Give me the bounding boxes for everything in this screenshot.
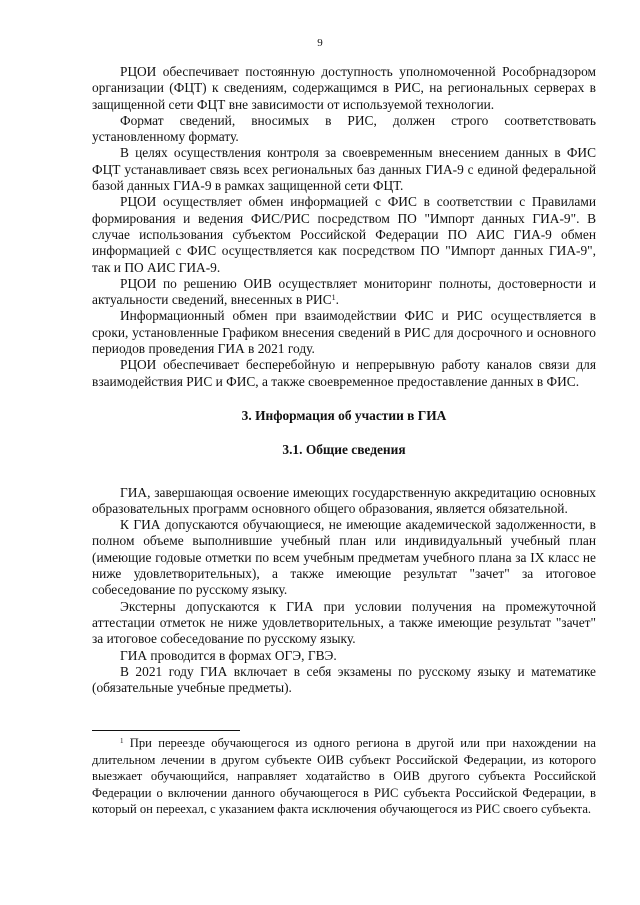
section-heading: 3. Информация об участии в ГИА	[241, 407, 447, 423]
paragraph: К ГИА допускаются обучающиеся, не имеющие академической задолженности, в полном объеме выполнившие учебный план или индивидуальный учебный план (имеющие годовые отметки по всем учебным предметам учебного плана за IX класс не ниже удовлетворительных), а также имеющие результат "зачет" за итоговое собеседование по русскому языку.	[92, 517, 596, 598]
footnote-marker: 1	[120, 737, 124, 745]
footnote-separator	[92, 730, 240, 731]
paragraph: РЦОИ осуществляет обмен информацией с ФИС в соответствии с Правилами формирования и ведения ФИС/РИС посредством ПО "Импорт данных ГИА-9". В случае использования субъектом Российской Федерации ПО АИС ГИА-9 обмен информацией с ФИС осуществляется как посредством ПО "Импорт данных ГИА-9", так и ПО АИС ГИА-9.	[92, 194, 596, 275]
paragraph: Экстерны допускаются к ГИА при условии получения на промежуточной аттестации отметок не ниже удовлетворительных, а также имеющие результат "зачет" за итоговое собеседование по русскому языку.	[92, 598, 596, 647]
footnote-text: При переезде обучающегося из одного региона в другой или при нахождении на длительном лечении в другом субъекте ОИВ субъект Российской Федерации, из которого выезжает обучающийся, направляет ходатайство в ОИВ другого субъекта Российской Федерации о включении данного обучающегося в РИС субъекта Российской Федерации, в который он переехал, с указанием факта исключения обучающегося из РИС своего субъекта.	[92, 736, 596, 816]
spacer	[92, 390, 596, 408]
paragraph: Формат сведений, вносимых в РИС, должен строго соответствовать установленному формату.	[92, 112, 596, 145]
paragraph: В целях осуществления контроля за своевременным внесением данных в ФИС ФЦТ устанавливает связь всех региональных баз данных ГИА-9 с единой федеральной базой данных ГИА-9 в рамках защищенной сети ФЦТ.	[92, 145, 596, 194]
paragraph: РЦОИ обеспечивает постоянную доступность уполномоченной Рособрнадзором организации (ФЦТ) к сведениям, содержащимся в РИС, на региональных серверах в защищенной сети ФЦТ вне зависимости от используемой технологии.	[92, 64, 596, 112]
paragraph: РЦОИ обеспечивает бесперебойную и непрерывную работу каналов связи для взаимодействия РИС и ФИС, а также своевременное предоставление данных в ФИС.	[92, 357, 596, 389]
page-number: 9	[317, 37, 323, 49]
document-body	[92, 64, 596, 696]
paragraph-monitoring	[92, 276, 596, 309]
paragraph: Информационный обмен при взаимодействии ФИС и РИС осуществляется в сроки, установленные Графиком внесения сведений в РИС для досрочного и основного периодов проведения ГИА в 2021 году.	[92, 308, 596, 357]
paragraph-end: .	[335, 292, 339, 308]
paragraph: ГИА проводится в формах ОГЭ, ГВЭ.	[120, 647, 337, 663]
paragraph: ГИА, завершающая освоение имеющих государственную аккредитацию основных образовательных программ основного общего образования, является обязательной.	[92, 484, 596, 516]
paragraph-text: РЦОИ по решению ОИВ осуществляет мониторинг полноты, достоверности и актуальности сведений, внесенных в РИС	[92, 275, 596, 308]
subsection-heading: 3.1. Общие сведения	[282, 442, 406, 458]
footnote	[92, 735, 596, 818]
paragraph: В 2021 году ГИА включает в себя экзамены по русскому языку и математике (обязательные учебные предметы).	[92, 663, 596, 696]
footnote-reference[interactable]: 1	[331, 293, 336, 303]
